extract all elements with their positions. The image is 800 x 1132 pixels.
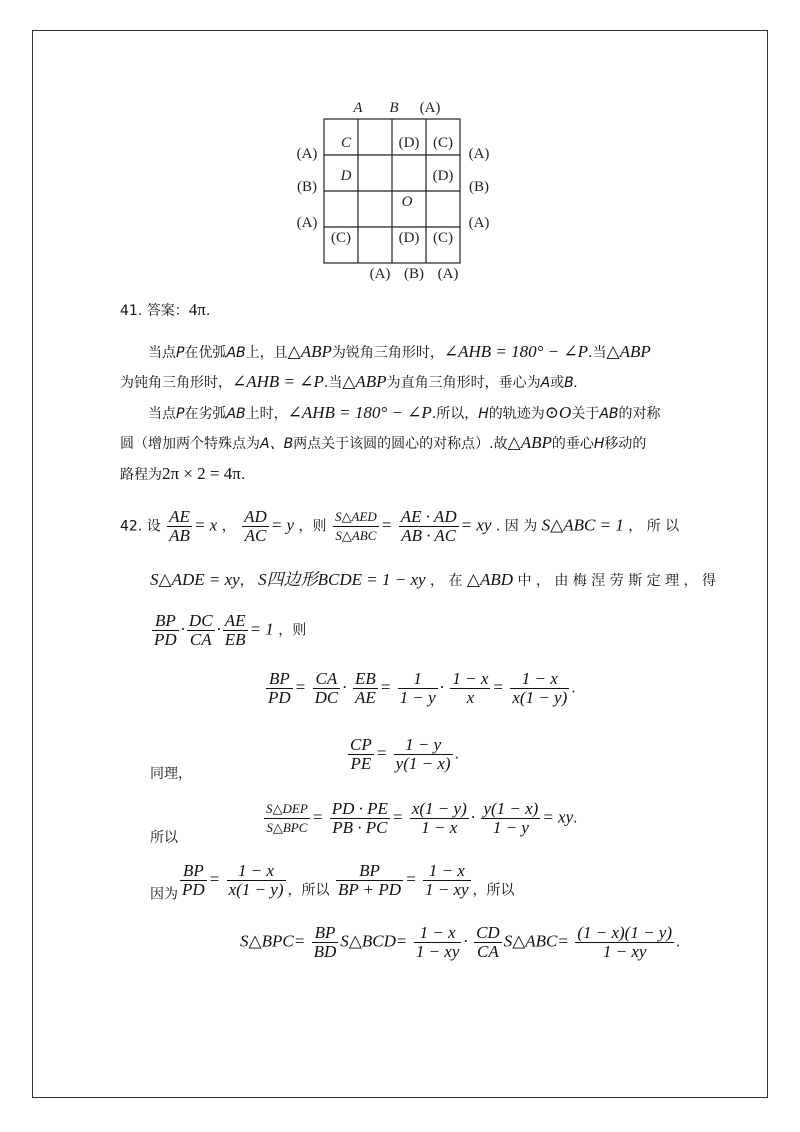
q42-tongli	[150, 764, 192, 784]
left-label-1: (A)	[296, 146, 318, 162]
den: S△BPC	[266, 820, 308, 835]
math-eq1: ∠AHB = 180° − ∠P	[287, 403, 432, 422]
q42-number: 42.	[120, 518, 143, 535]
cell-d-paren-3: (D)	[398, 230, 420, 246]
num: BP	[180, 862, 207, 881]
text: 同理，	[150, 766, 192, 782]
frac	[180, 862, 207, 899]
math-eq3: 2π × 2 = 4π	[162, 464, 241, 483]
num: CP	[350, 735, 372, 754]
q42-eq-final: S△BPC= $\frac{BP}{BD}$ S△BCD= $\frac{1 - x}{1 - xy}$ · $\frac{CD}{CA}$ S△ABC= $\frac{(1 - x)(1 - y)}{1 - xy}$ .	[240, 923, 681, 961]
text: 因为	[150, 886, 178, 903]
den: PD	[154, 630, 177, 649]
q42-line-3: $\frac{BP}{PD}$ · $\frac{DC}{CA}$ · $\frac{AE}{EB}$ = 1 ，则	[154, 611, 307, 649]
den: PB · PC	[332, 818, 388, 837]
math-s-abc: S△ABC = 1	[541, 515, 624, 535]
num: 1 − x	[414, 924, 462, 943]
frac	[336, 862, 403, 899]
bottom-label-1: (A)	[369, 266, 391, 282]
num: AE · AD	[400, 507, 457, 526]
math-tri-abp: △ABP	[342, 372, 387, 391]
num: BP	[312, 924, 339, 943]
text-var: P	[176, 406, 185, 422]
cell-c: C	[340, 135, 352, 151]
num: (1 − x)(1 − y)	[577, 923, 673, 942]
frac-bp-pd	[152, 612, 179, 649]
frac	[264, 800, 310, 837]
frac-area-ratio	[333, 508, 379, 545]
den: AC	[244, 526, 267, 545]
num: CA	[313, 670, 341, 689]
q41-line-4	[120, 433, 646, 454]
math-eq1: ∠AHB = 180° − ∠P	[443, 342, 589, 361]
text: .当	[588, 345, 607, 361]
text-var: H	[478, 406, 489, 422]
num: 1 − y	[394, 736, 453, 755]
cell-d: D	[340, 168, 352, 184]
q42-eq-3: $\frac{\text{S△DEP}}{\text{S△BPC}}$ = $\frac{PD \cdot PE}{PB \cdot PC}$ = $\frac{x(1 - y)}{1 - x}$ · $\frac{y(1 - x)}{1 - y}$ = xy.	[266, 799, 578, 837]
text-var: B.	[564, 375, 579, 391]
q41-line-5	[120, 464, 245, 485]
den: CA	[477, 942, 499, 961]
right-label-2: (B)	[469, 179, 489, 195]
frac	[313, 670, 341, 707]
den: 1 − xy	[602, 942, 647, 961]
frac	[353, 670, 378, 707]
math-s-ade: S△ADE = xy	[150, 570, 240, 589]
text-var: H	[593, 436, 605, 452]
cell-c-paren-2: (C)	[331, 230, 351, 246]
frac	[510, 670, 569, 707]
text-var: A	[540, 375, 551, 391]
text: ，则	[278, 622, 307, 639]
num: S△DEP	[264, 800, 310, 819]
q41-answer: 4π	[188, 300, 206, 319]
frac-dc-ca	[187, 612, 215, 649]
den: BP + PD	[337, 880, 402, 899]
q42-line-2	[150, 570, 716, 591]
num: BP	[336, 862, 403, 881]
text: ，	[298, 518, 313, 535]
frac	[423, 862, 471, 899]
q42-eq-2: $\frac{CP}{PE}$ = $\frac{1 - y}{y(1 - x)}$ .	[350, 735, 460, 773]
text-var: A、B	[260, 436, 294, 452]
text-var: AB	[599, 406, 619, 422]
q42-line-because: 因为 $\frac{BP}{PD}$ = $\frac{1 - x}{x(1 - y)}$ ，所以 $\frac{BP}{BP + PD}$ = $\frac{1 - x}{1 - xy}$ ，所以	[150, 861, 515, 903]
frac	[266, 670, 293, 707]
frac	[312, 924, 339, 961]
frac	[410, 800, 469, 837]
text: 的对称	[618, 406, 661, 422]
q41-line-2	[120, 372, 578, 393]
math-tri-abp: △ABP	[287, 342, 332, 361]
num: 1	[398, 670, 438, 689]
num: 1 − x	[510, 670, 569, 689]
frac	[474, 924, 502, 961]
q41-answer-line: 41. 答案：4π.	[120, 300, 211, 319]
num: CD	[476, 923, 500, 942]
frac	[394, 736, 453, 773]
den: S△ABC	[335, 528, 377, 543]
math-eq2: ∠AHB = ∠P	[232, 372, 324, 391]
text: 为钝角三角形时，	[120, 375, 232, 391]
den: x	[466, 688, 475, 707]
text: 路程为	[120, 467, 162, 483]
num: BP	[266, 670, 293, 689]
den: x(1 − y)	[228, 880, 284, 899]
den: EB	[224, 630, 246, 649]
cell-d-paren-2: (D)	[432, 168, 454, 184]
text-var: P	[176, 345, 185, 361]
den: y(1 − x)	[395, 754, 451, 773]
den: 1 − xy	[415, 942, 460, 961]
frac	[450, 670, 490, 707]
math: = 1	[249, 619, 274, 639]
text: 关于	[571, 406, 600, 422]
den: 1 − y	[492, 818, 529, 837]
frac-ae-eb	[223, 612, 248, 649]
text: ，	[239, 573, 254, 589]
frac	[348, 736, 374, 773]
num: PD · PE	[331, 799, 388, 818]
frac-ad-ac	[242, 508, 269, 545]
cell-c-paren-3: (C)	[433, 230, 453, 246]
grid-figure	[290, 95, 510, 285]
math: = y	[270, 515, 295, 535]
math: S△ABC	[503, 931, 558, 951]
text: .	[240, 467, 246, 483]
q41-line-1	[148, 342, 651, 363]
text: 两点关于该圆的圆心的对称点）.故	[293, 436, 508, 452]
text: 为锐角三角形时，	[331, 345, 444, 361]
den: x(1 − y)	[512, 688, 568, 707]
q41-line-3	[148, 403, 661, 424]
num: BP	[152, 612, 179, 631]
text: 圆（增加两个特殊点为	[120, 436, 260, 452]
den: PD	[268, 688, 291, 707]
num: y(1 − x)	[483, 799, 539, 818]
math: S△BCD	[340, 931, 396, 951]
frac	[227, 862, 286, 899]
text: 移动的	[604, 436, 647, 452]
cell-d-paren-1: (D)	[398, 135, 420, 151]
q42-suoyi	[150, 828, 178, 848]
text: 上，且	[245, 345, 288, 361]
left-label-2: (B)	[297, 179, 317, 195]
text: 中 ， 由 梅 涅 劳 斯 定 理 ， 得	[517, 573, 717, 589]
num: AE	[224, 611, 246, 630]
num: EB	[354, 669, 376, 688]
q42-line-1: 42. 设 $\frac{AE}{AB}$ = x ， $\frac{AD}{AC}$ = y ，则 $\frac{\text{S△AED}}{\text{S△ABC}}$ = $\frac{AE \cdot AD}{AB \cdot AC}$ = xy . 因 为 S△ABC = 1 ， 所 以	[120, 507, 680, 545]
num: S△AED	[333, 508, 379, 527]
den: PE	[350, 754, 372, 773]
text: 在优弧	[184, 345, 227, 361]
den: PD	[182, 880, 205, 899]
den: AE	[354, 688, 376, 707]
den: 1 − y	[399, 688, 436, 707]
frac	[398, 670, 438, 707]
cell-c-paren-1: (C)	[433, 135, 453, 151]
text: ，所以	[287, 882, 330, 899]
cell-o: O	[401, 194, 413, 210]
text: .所以，	[431, 406, 479, 422]
right-label-1: (A)	[468, 146, 490, 162]
den: 1 − x	[421, 818, 458, 837]
den: AB	[169, 526, 190, 545]
top-label-1: A	[353, 100, 363, 116]
num: x(1 − y)	[411, 799, 467, 818]
den: 1 − xy	[425, 880, 469, 899]
frac	[481, 800, 540, 837]
q41-number: 41.	[120, 303, 143, 319]
q41-answer-label: 答案：	[146, 303, 189, 319]
text: 则	[312, 518, 327, 535]
num: AD	[244, 507, 267, 526]
bottom-label-3: (A)	[437, 266, 459, 282]
text: 为直角三角形时，垂心为	[386, 375, 541, 391]
frac	[575, 924, 674, 961]
num: DC	[188, 611, 213, 630]
frac-product	[399, 508, 459, 545]
math-s-quad: S四边形BCDE = 1 − xy	[258, 570, 426, 589]
den: BD	[313, 942, 337, 961]
text: 当点	[148, 345, 176, 361]
text: 或	[550, 375, 565, 391]
den: DC	[314, 688, 339, 707]
bottom-label-2: (B)	[404, 266, 424, 282]
math-tri-abd: △ABD	[466, 570, 514, 589]
text: 设	[146, 518, 161, 535]
num: AE	[169, 507, 190, 526]
top-label-2: B	[389, 100, 399, 116]
frac-ae-ab	[167, 508, 192, 545]
text: 上时，	[245, 406, 288, 422]
math-tri-abp: △ABP	[507, 433, 552, 452]
text: 的垂心	[551, 436, 594, 452]
top-label-3: (A)	[419, 100, 441, 116]
right-label-3: (A)	[468, 215, 490, 231]
text: ， 所 以	[628, 518, 680, 535]
text: ，	[221, 518, 236, 535]
frac	[414, 924, 462, 961]
text: 所以	[150, 830, 178, 846]
text-var: AB	[226, 345, 246, 361]
num: 1 − x	[227, 862, 286, 881]
text: 的轨迹为	[488, 406, 545, 422]
text: ， 在	[430, 573, 463, 589]
text: 当点	[148, 406, 176, 422]
text: ，所以	[472, 882, 515, 899]
num: 1 − x	[423, 862, 471, 881]
frac	[330, 800, 390, 837]
text: .当	[323, 375, 343, 391]
math: = xy	[460, 515, 492, 535]
den: AB · AC	[401, 526, 457, 545]
math: = x	[193, 515, 218, 535]
text: 在劣弧	[184, 406, 227, 422]
left-label-3: (A)	[296, 215, 318, 231]
math: = xy	[542, 807, 574, 827]
num: 1 − x	[452, 669, 489, 688]
text-var: AB	[226, 406, 246, 422]
q42-eq-1: $\frac{BP}{PD}$ = $\frac{CA}{DC}$ · $\frac{EB}{AE}$ = $\frac{1}{1 - y}$ · $\frac{1 - x}{x}$ = $\frac{1 - x}{x(1 - y)}$ .	[268, 669, 576, 707]
den: CA	[189, 630, 212, 649]
math: S△BPC	[240, 931, 294, 951]
math-tri-abp: △ABP	[606, 342, 651, 361]
text: . 因 为	[495, 518, 538, 535]
math-circle-o: ⊙O	[544, 403, 572, 422]
